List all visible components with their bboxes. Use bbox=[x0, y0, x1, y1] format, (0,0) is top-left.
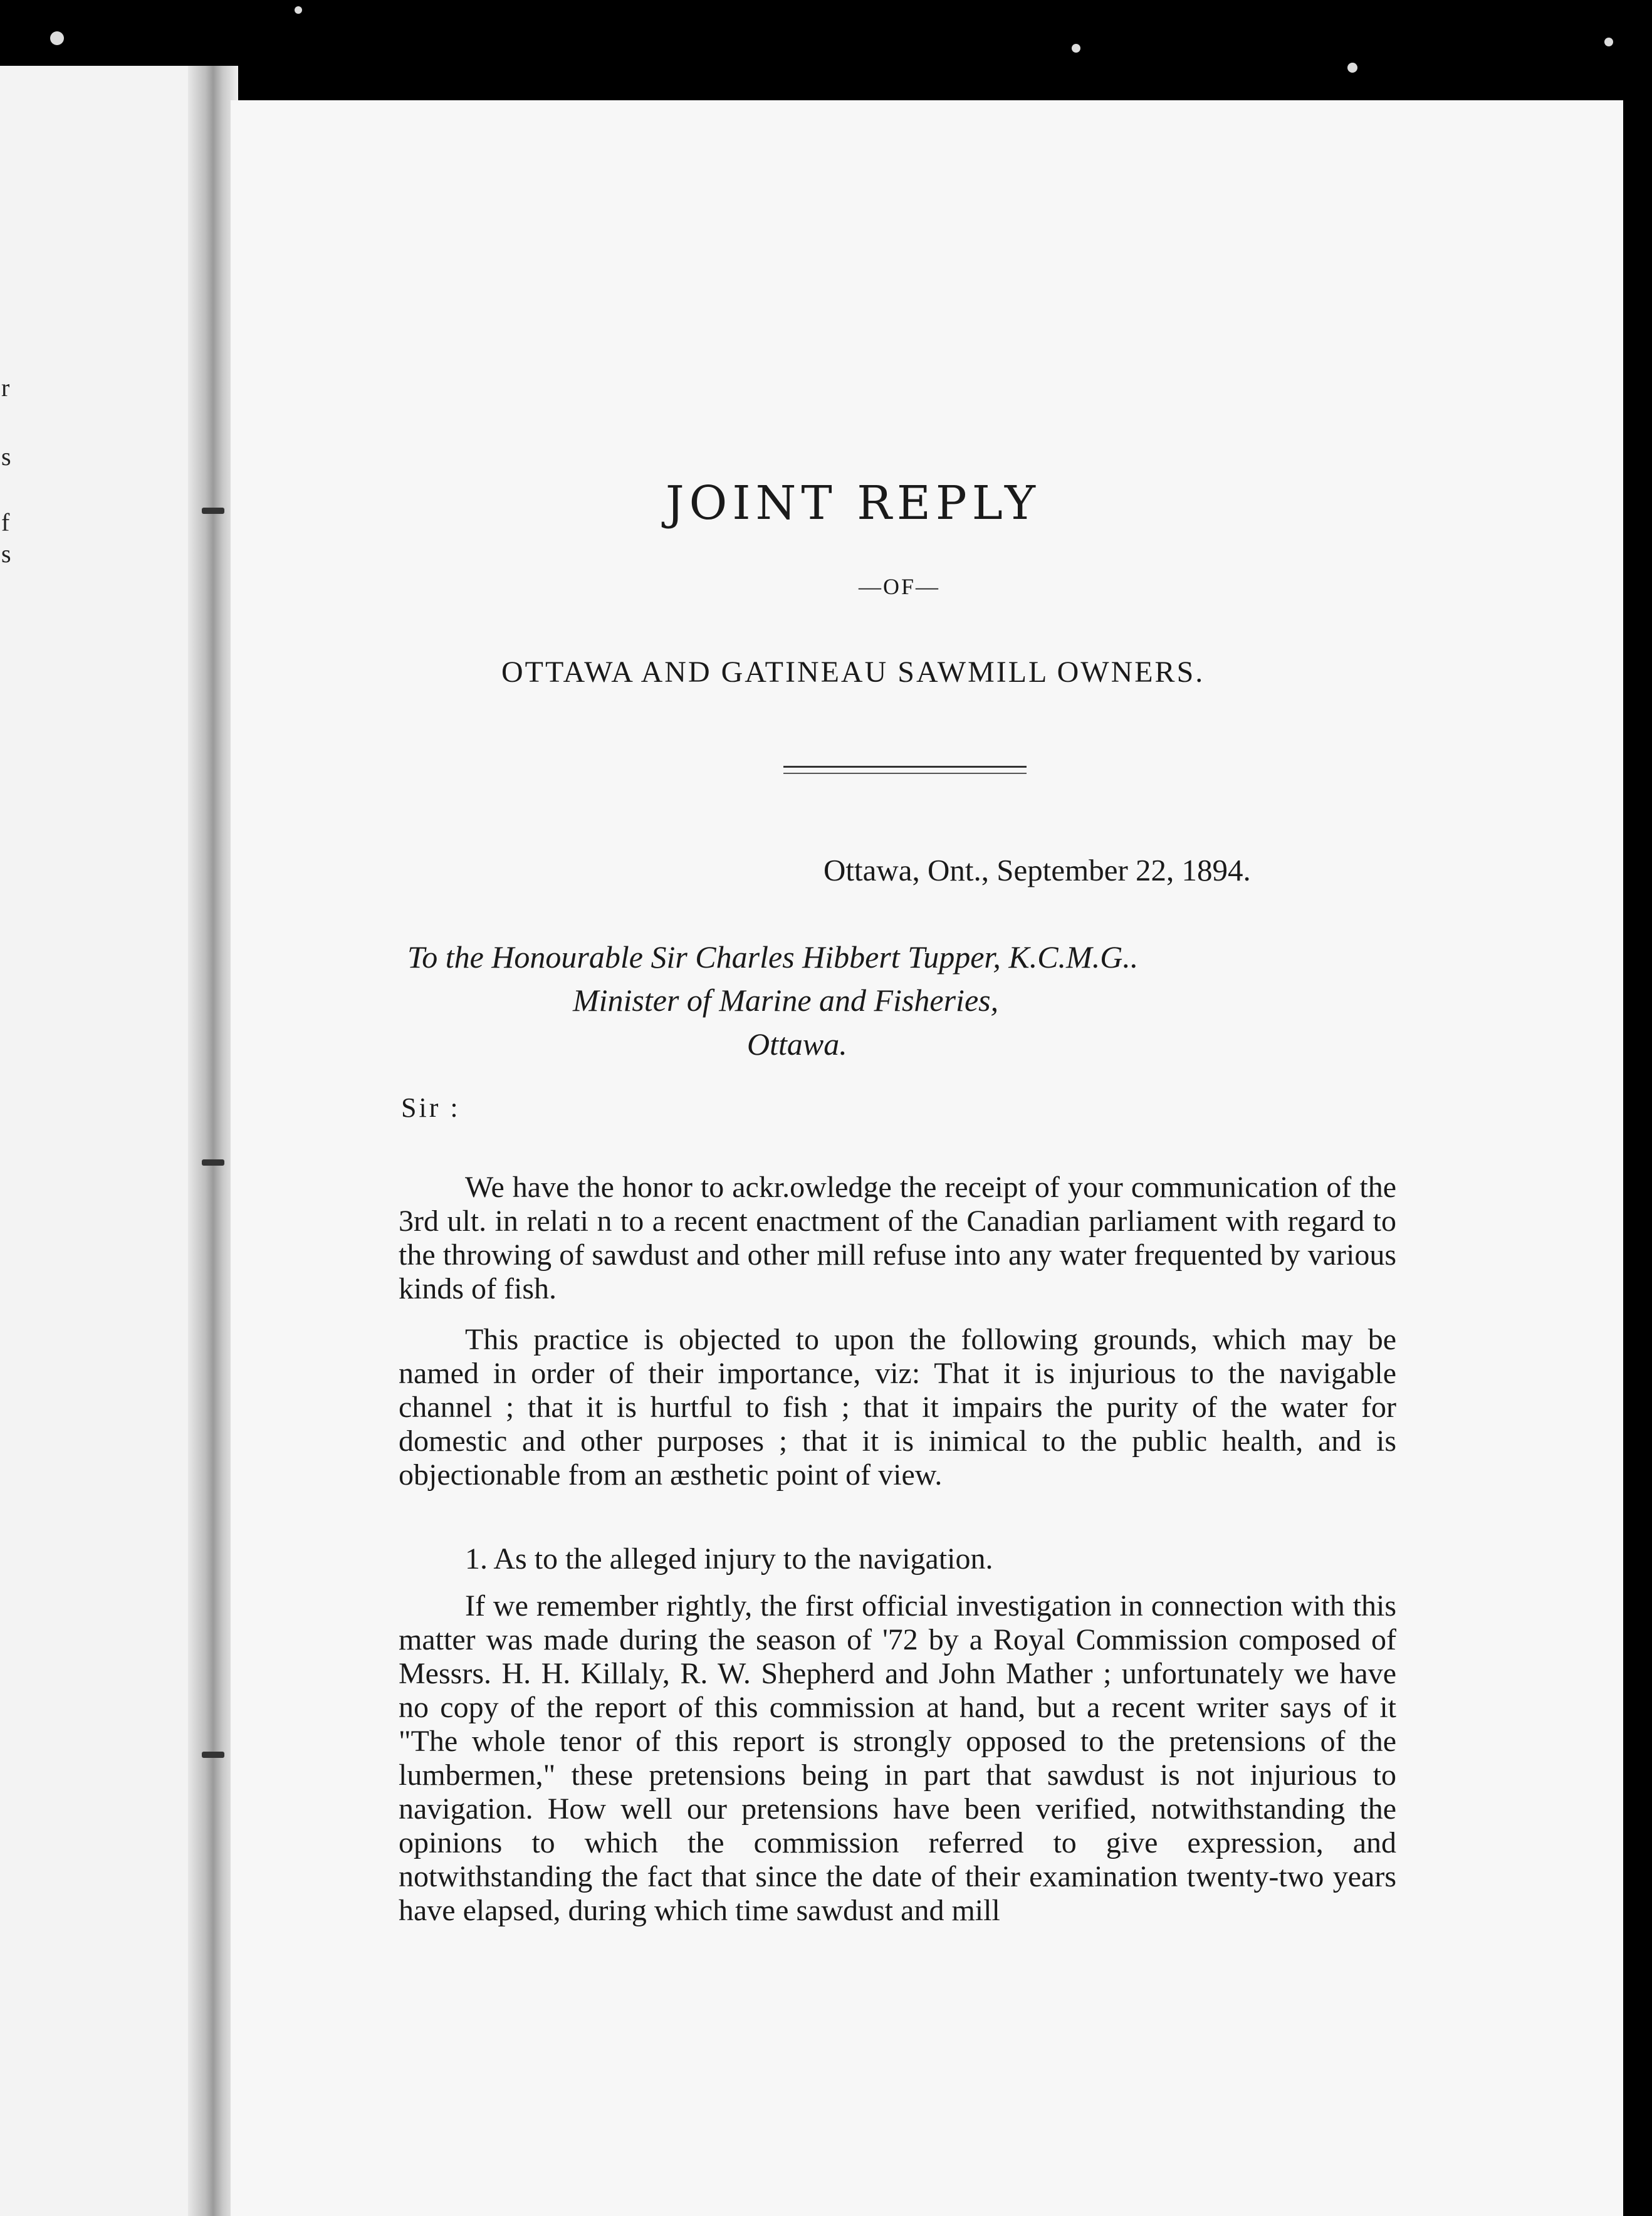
edge-glyph: s bbox=[1, 540, 11, 568]
dateline: Ottawa, Ont., September 22, 1894. bbox=[823, 853, 1251, 887]
divider-rule bbox=[783, 773, 1027, 774]
title-connector: —OF— bbox=[859, 574, 941, 599]
left-page-fragment bbox=[0, 66, 213, 2216]
gutter-mark bbox=[202, 1752, 224, 1758]
body-paragraph: This practice is objected to upon the following grounds, which may be named in order of their importance, viz: That it is injurious to the navigable channel ; that it is hurtful to fish ; that it impairs the purity of the water for domestic and other purposes ; that it is inimical to the public health, and is objectionable from an æsthetic point of view. bbox=[399, 1323, 1396, 1492]
address-line: Minister of Marine and Fisheries, bbox=[573, 983, 999, 1018]
speck bbox=[1347, 63, 1357, 73]
address-line: Ottawa. bbox=[747, 1027, 847, 1062]
section-heading: 1. As to the alleged injury to the navigation. bbox=[465, 1542, 993, 1576]
edge-glyph: f bbox=[1, 508, 10, 536]
edge-glyph: r bbox=[1, 374, 10, 402]
gutter-mark bbox=[202, 1159, 224, 1166]
salutation: Sir : bbox=[401, 1092, 461, 1123]
body-paragraph: If we remember rightly, the first official investigation in connection with this matter was made during the season of '72 by a Royal Commission composed of Messrs. H. H. Killaly, R. W. Shepherd and John Mather ; unfortunately we have no copy of the report of this commission at hand, but a recent writer says of it "The whole tenor of this report is strongly opposed to the pretensions of the lumbermen," these pretensions being in part that sawdust is not injurious to navigation. How well our pretensions have been verified, notwithstanding the opinions to which the commission referred to give expression, and notwithstanding the fact that since the date of their examination twenty-two years have elapsed, during which time sawdust and mill bbox=[399, 1589, 1396, 1927]
edge-glyph: s bbox=[1, 442, 11, 471]
scan-noise bbox=[0, 0, 1652, 75]
address-line: To the Honourable Sir Charles Hibbert Tupper, K.C.M.G.. bbox=[407, 939, 1139, 975]
speck bbox=[1072, 44, 1080, 53]
speck bbox=[1604, 38, 1613, 46]
body-paragraph: We have the honor to ackr.owledge the receipt of your communication of the 3rd ult. in relati n to a recent enactment of the Canadian parliament with regard to the throwing of sawdust and other mill refuse into any water frequented by various kinds of fish. bbox=[399, 1171, 1396, 1305]
page-subtitle: OTTAWA AND GATINEAU SAWMILL OWNERS. bbox=[501, 656, 1205, 689]
divider-rule bbox=[783, 766, 1027, 768]
speck bbox=[50, 31, 64, 45]
page-title: JOINT REPLY bbox=[666, 476, 1040, 530]
gutter-mark bbox=[202, 508, 224, 514]
speck bbox=[295, 6, 302, 14]
